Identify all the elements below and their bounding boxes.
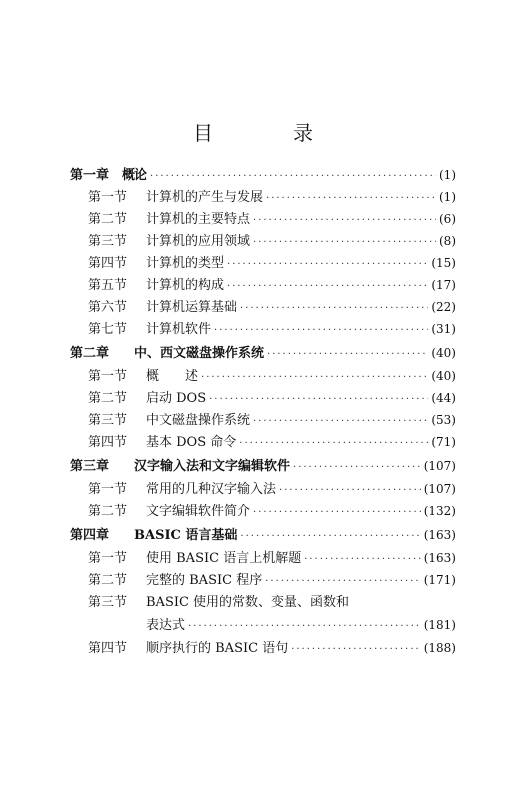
section-title: 计算机运算基础 <box>146 300 238 315</box>
page-number: (163) <box>423 551 456 565</box>
toc-section <box>88 639 456 659</box>
page-number: (6) <box>439 212 456 226</box>
dot-leader <box>291 641 421 659</box>
toc-section <box>88 389 456 409</box>
page-title: 目 录 <box>193 121 343 145</box>
toc-chapter-1 <box>70 166 456 186</box>
page-number: (132) <box>423 504 456 518</box>
dot-leader <box>240 300 428 318</box>
section-number: 第一节 <box>88 482 128 497</box>
dot-leader <box>214 322 428 340</box>
toc-section <box>88 298 456 318</box>
section-number: 第三节 <box>88 595 128 610</box>
section-number: 第二节 <box>88 504 128 519</box>
toc-chapter-2 <box>70 344 456 364</box>
toc-section <box>88 549 456 569</box>
page-number: (71) <box>431 435 456 449</box>
section-title-continued: 表达式 <box>146 618 186 633</box>
page-number: (31) <box>431 322 456 336</box>
page-number: (53) <box>431 413 456 427</box>
page-number: (1) <box>439 190 456 204</box>
dot-leader <box>240 528 420 546</box>
page-number: (22) <box>431 300 456 314</box>
dot-leader <box>239 435 428 453</box>
dot-leader <box>227 278 428 296</box>
page-number: (181) <box>423 618 456 632</box>
dot-leader <box>304 551 421 569</box>
toc-section <box>88 367 456 387</box>
section-title: 计算机软件 <box>146 322 212 337</box>
chapter-number: 第四章 <box>70 528 110 543</box>
section-title: 基本 DOS 命令 <box>146 435 237 450</box>
section-number: 第五节 <box>88 278 128 293</box>
dot-leader <box>209 391 428 409</box>
dot-leader <box>188 618 421 636</box>
section-title: 完整的 BASIC 程序 <box>146 573 263 588</box>
toc-section <box>88 254 456 274</box>
page-number: (15) <box>431 256 456 270</box>
section-title: BASIC 使用的常数、变量、函数和 <box>146 595 350 610</box>
dot-leader <box>279 482 421 500</box>
section-title: 中文磁盘操作系统 <box>146 413 251 428</box>
section-title: 计算机的主要特点 <box>146 212 251 227</box>
section-title: 计算机的应用领域 <box>146 234 251 249</box>
toc-section <box>88 276 456 296</box>
toc-section <box>88 433 456 453</box>
toc-section <box>88 232 456 252</box>
dot-leader <box>253 212 436 230</box>
toc-section <box>88 502 456 522</box>
page-number: (44) <box>431 391 456 405</box>
page-number: (163) <box>423 528 456 542</box>
section-number: 第一节 <box>88 551 128 566</box>
chapter-title: 中、西文磁盘操作系统 <box>134 346 265 361</box>
section-title: 计算机的构成 <box>146 278 225 293</box>
section-number: 第一节 <box>88 190 128 205</box>
section-title: 常用的几种汉字输入法 <box>146 482 277 497</box>
toc-section <box>88 210 456 230</box>
page-number: (40) <box>431 346 456 360</box>
section-title: 启动 DOS <box>146 391 207 406</box>
toc-section <box>88 411 456 431</box>
section-title: 顺序执行的 BASIC 语句 <box>146 641 289 656</box>
page-number: (17) <box>431 278 456 292</box>
section-number: 第二节 <box>88 212 128 227</box>
dot-leader <box>201 369 428 387</box>
section-title: 计算机的产生与发展 <box>146 190 264 205</box>
dot-leader <box>227 256 428 274</box>
dot-leader <box>266 190 436 208</box>
toc-section <box>88 480 456 500</box>
section-number: 第二节 <box>88 391 128 406</box>
toc-section <box>88 571 456 591</box>
section-number: 第三节 <box>88 413 128 428</box>
chapter-number: 第二章 <box>70 346 110 361</box>
section-number: 第一节 <box>88 369 128 384</box>
page-number: (107) <box>423 459 456 473</box>
chapter-title: BASIC 语言基础 <box>134 528 238 543</box>
dot-leader <box>253 234 436 252</box>
section-number: 第六节 <box>88 300 128 315</box>
toc-section <box>88 188 456 208</box>
toc-section-continuation <box>146 616 456 636</box>
toc-chapter-3 <box>70 457 456 477</box>
section-number: 第四节 <box>88 435 128 450</box>
section-number: 第二节 <box>88 573 128 588</box>
page-number: (40) <box>431 369 456 383</box>
page-number: (1) <box>439 168 456 182</box>
section-number: 第七节 <box>88 322 128 337</box>
section-title: 概 述 <box>146 369 199 384</box>
section-title: 文字编辑软件简介 <box>146 504 251 519</box>
page-number: (8) <box>439 234 456 248</box>
dot-leader <box>253 504 421 522</box>
dot-leader <box>267 346 428 364</box>
toc-section <box>88 594 456 612</box>
section-number: 第四节 <box>88 256 128 271</box>
page-number: (188) <box>423 641 456 655</box>
chapter-number: 第一章 概 <box>70 168 136 183</box>
chapter-title: 汉字输入法和文字编辑软件 <box>134 459 291 474</box>
section-title: 计算机的类型 <box>146 256 225 271</box>
dot-leader <box>265 573 421 591</box>
toc-section <box>88 320 456 340</box>
section-number: 第三节 <box>88 234 128 249</box>
page-number: (171) <box>423 573 456 587</box>
section-title: 使用 BASIC 语言上机解题 <box>146 551 302 566</box>
chapter-number: 第三章 <box>70 459 110 474</box>
page-number: (107) <box>423 482 456 496</box>
toc-chapter-4 <box>70 526 456 546</box>
dot-leader <box>293 459 421 477</box>
section-number: 第四节 <box>88 641 128 656</box>
dot-leader <box>253 413 428 431</box>
chapter-title: 论 <box>134 168 148 183</box>
dot-leader <box>150 168 436 186</box>
